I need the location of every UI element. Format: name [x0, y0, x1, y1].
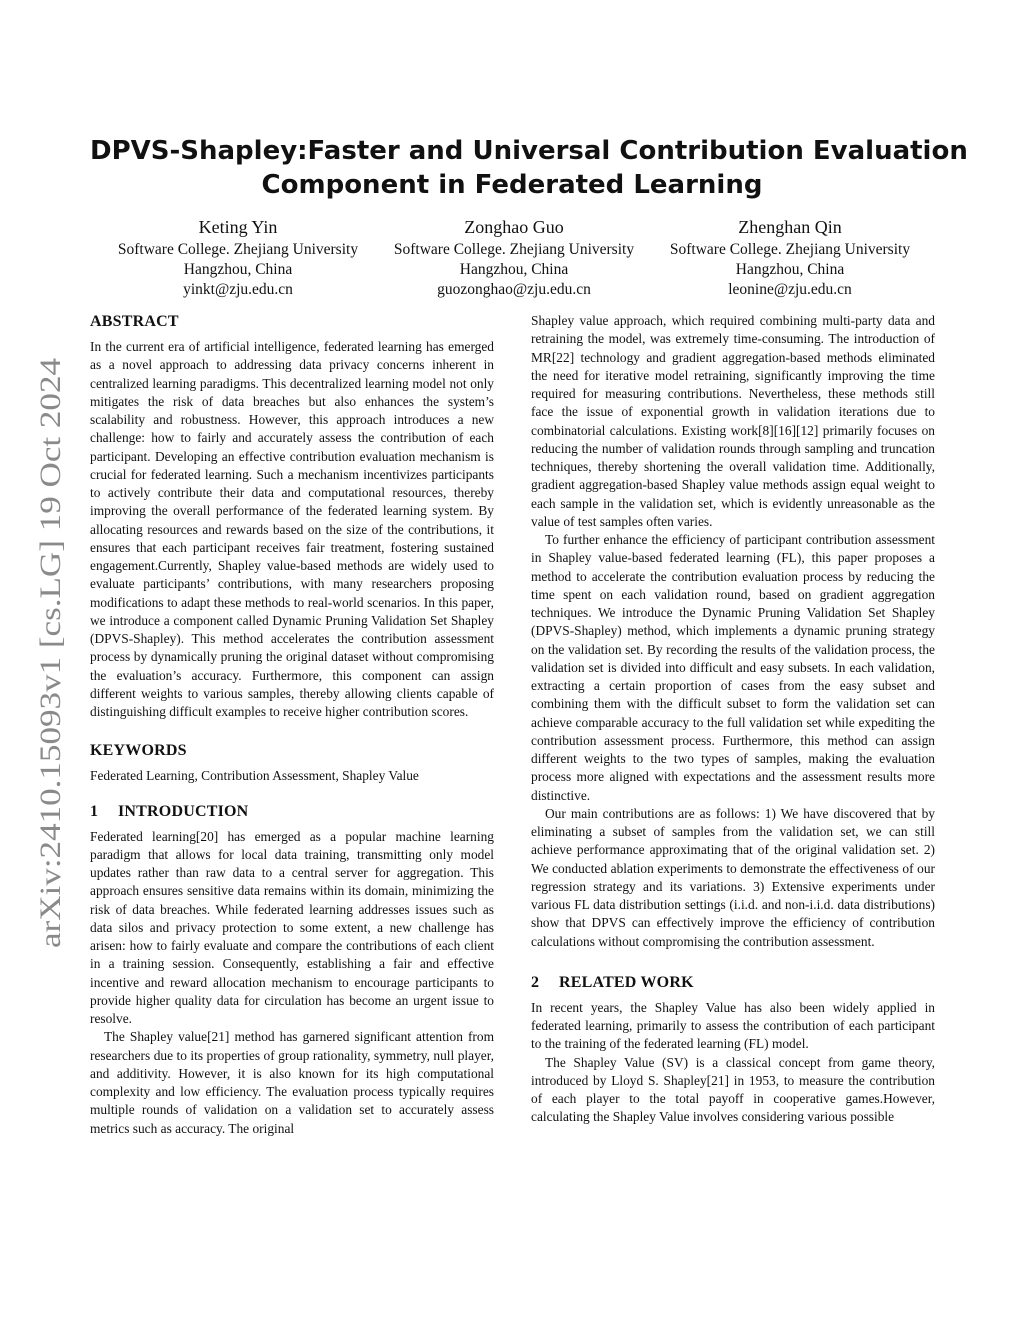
arxiv-identifier-stamp	[18, 350, 78, 950]
author-location: Hangzhou, China	[183, 261, 293, 278]
paper-title-line-2: Component in Federated Learning	[261, 170, 763, 200]
author-affiliation: Software College. Zhejiang University	[393, 241, 635, 258]
author-email: leonine@zju.edu.cn	[728, 281, 852, 298]
author-affiliation: Software College. Zhejiang University	[117, 241, 359, 258]
section-number: 2	[531, 973, 540, 991]
author-email: yinkt@zju.edu.cn	[183, 281, 293, 298]
arxiv-identifier-text: arXiv:2410.15093v1 [cs.LG] 19 Oct 2024	[34, 443, 67, 948]
section-number: 1	[90, 802, 99, 820]
abstract-text: In the current era of artificial intelligence, federated learning has emerged as a novel approach to addressing data privacy concerns inherent in centralized learning paradigms. This decentralized learning model not only mitigates the risk of data breaches but also enhances the system’s scalability and robustness. However, this approach introduces a new challenge: how to fairly and accurately assess the contribution of each participant. Developing an effective contribution evaluation mechanism is crucial for federated learning. Such a mechanism incentivizes participants to actively contribute their data and computational resources, thereby improving the overall performance of the federated learning system. By allocating resources and rewards based on the size of the contributions, it ensures that each participant receives fair treatment, fostering sustained engagement.Currently, Shapley value-based methods are widely used to evaluate participants’ contributions, with many researchers proposing modifications to adapt these methods to real-world scenarios. In this paper, we introduce a component called Dynamic Pruning Validation Set Shapley (DPVS-Shapley). This method accelerates the contribution assessment process by dynamically pruning the original dataset without compromising the evaluation’s accuracy. Furthermore, this component can assign different weights to various samples, thereby allowing clients capable of distinguishing difficult examples to receive higher contribution scores.	[90, 339, 494, 719]
paper-title-line-1: DPVS-Shapley:Faster and Universal Contribution Evaluation	[90, 136, 968, 166]
right-column	[531, 312, 935, 1127]
introduction-heading	[90, 802, 494, 822]
paper-title	[90, 134, 968, 202]
intro-paragraph-4: To further enhance the efficiency of participant contribution assessment in Shapley value-based federated learning (FL), this paper proposes a method to accelerate the contribution evaluation process by reducing the time spent on each validation round, based on gradient aggregation techniques. We introduce the Dynamic Pruning Validation Set Shapley (DPVS-Shapley) method, which implements a dynamic pruning strategy on the validation set. By recording the results of the validation process, the validation set is divided into difficult and easy subsets. In each validation, extracting a certain proportion of cases from the easy subset and combining them with the difficult subset to form the validation set can achieve comparable accuracy to the full validation set while expediting the contribution assessment process. Furthermore, this method can assign different weights to the two types of samples, making the evaluation process more aligned with expectations and the assessment results more distinctive.	[531, 532, 935, 803]
author-name: Keting Yin	[198, 217, 278, 237]
intro-paragraph-2: The Shapley value[21] method has garnered significant attention from researchers due to its properties of group rationality, symmetry, null player, and additivity. However, it is also known for its high computational complexity and low efficiency. The evaluation process typically requires multiple rounds of validation on a validation set to accurately assess metrics such as accuracy. The original	[90, 1029, 494, 1136]
author-name: Zonghao Guo	[464, 217, 564, 237]
left-column	[90, 312, 494, 1138]
related-work-paragraph-1: In recent years, the Shapley Value has also been widely applied in federated learning, primarily to assess the contribution of each participant to the training of the federated learning (FL) model.	[531, 999, 935, 1052]
section-title: INTRODUCTION	[118, 802, 249, 820]
author-affiliation: Software College. Zhejiang University	[669, 241, 911, 258]
author-3	[652, 215, 928, 300]
author-email: guozonghao@zju.edu.cn	[437, 281, 591, 298]
abstract-heading: ABSTRACT	[90, 313, 179, 330]
section-title: RELATED WORK	[559, 973, 694, 991]
author-2	[376, 215, 652, 300]
intro-paragraph-1: Federated learning[20] has emerged as a popular machine learning paradigm that allows for local data training, transmitting only model updates rather than raw data to a central server for aggregation. This approach ensures sensitive data remains within its domain, minimizing the risk of data breaches. While federated learning addresses issues such as data silos and privacy protection to some extent, a new challenge has arisen: how to fairly evaluate and compare the contributions of each client in a training session. Consequently, establishing a fair and effective incentive and reward allocation mechanism to encourage participants to provide higher quality data for circulation has become an urgent issue to resolve.	[90, 828, 494, 1026]
author-name: Zhenghan Qin	[738, 217, 842, 237]
author-location: Hangzhou, China	[459, 261, 569, 278]
related-work-paragraph-2: The Shapley Value (SV) is a classical concept from game theory, introduced by Lloyd S. Shapley[21] in 1953, to measure the contribution of each player to the total payoff in cooperative games.However, calculating the Shapley Value involves considering various possible	[531, 1054, 935, 1125]
keywords-text: Federated Learning, Contribution Assessment, Shapley Value	[90, 768, 419, 784]
keywords-heading: KEYWORDS	[90, 742, 187, 760]
intro-paragraph-5: Our main contributions are as follows: 1) We have discovered that by eliminating a subset of samples from the validation set, we can still achieve performance approximating that of the original validation set. 2) We conducted ablation experiments to demonstrate the effectiveness of our regression strategy and its variations. 3) Extensive experiments under various FL data distribution settings (i.i.d. and non-i.i.d. data distributions) show that DPVS can effectively improve the efficiency of contribution calculations without compromising the contribution assessment.	[531, 805, 935, 949]
author-block	[100, 215, 930, 305]
author-1	[100, 215, 376, 300]
author-location: Hangzhou, China	[735, 261, 845, 278]
related-work-heading	[531, 973, 935, 993]
intro-paragraph-3: Shapley value approach, which required combining multi-party data and retraining the model, was extremely time-consuming. The introduction of MR[22] technology and gradient aggregation-based methods eliminated the need for iterative model retraining, significantly improving the time required for measuring contributions. Nevertheless, these methods still face the issue of exponential growth in validation iterations due to combinatorial calculations. Existing work[8][16][12] primarily focuses on reducing the number of validation rounds through sampling and truncation techniques, thereby shortening the overall validation time. Additionally, gradient aggregation-based Shapley value methods assign equal weight to each sample in the validation set, which is evidently unreasonable as the value of test samples often varies.	[531, 313, 935, 529]
